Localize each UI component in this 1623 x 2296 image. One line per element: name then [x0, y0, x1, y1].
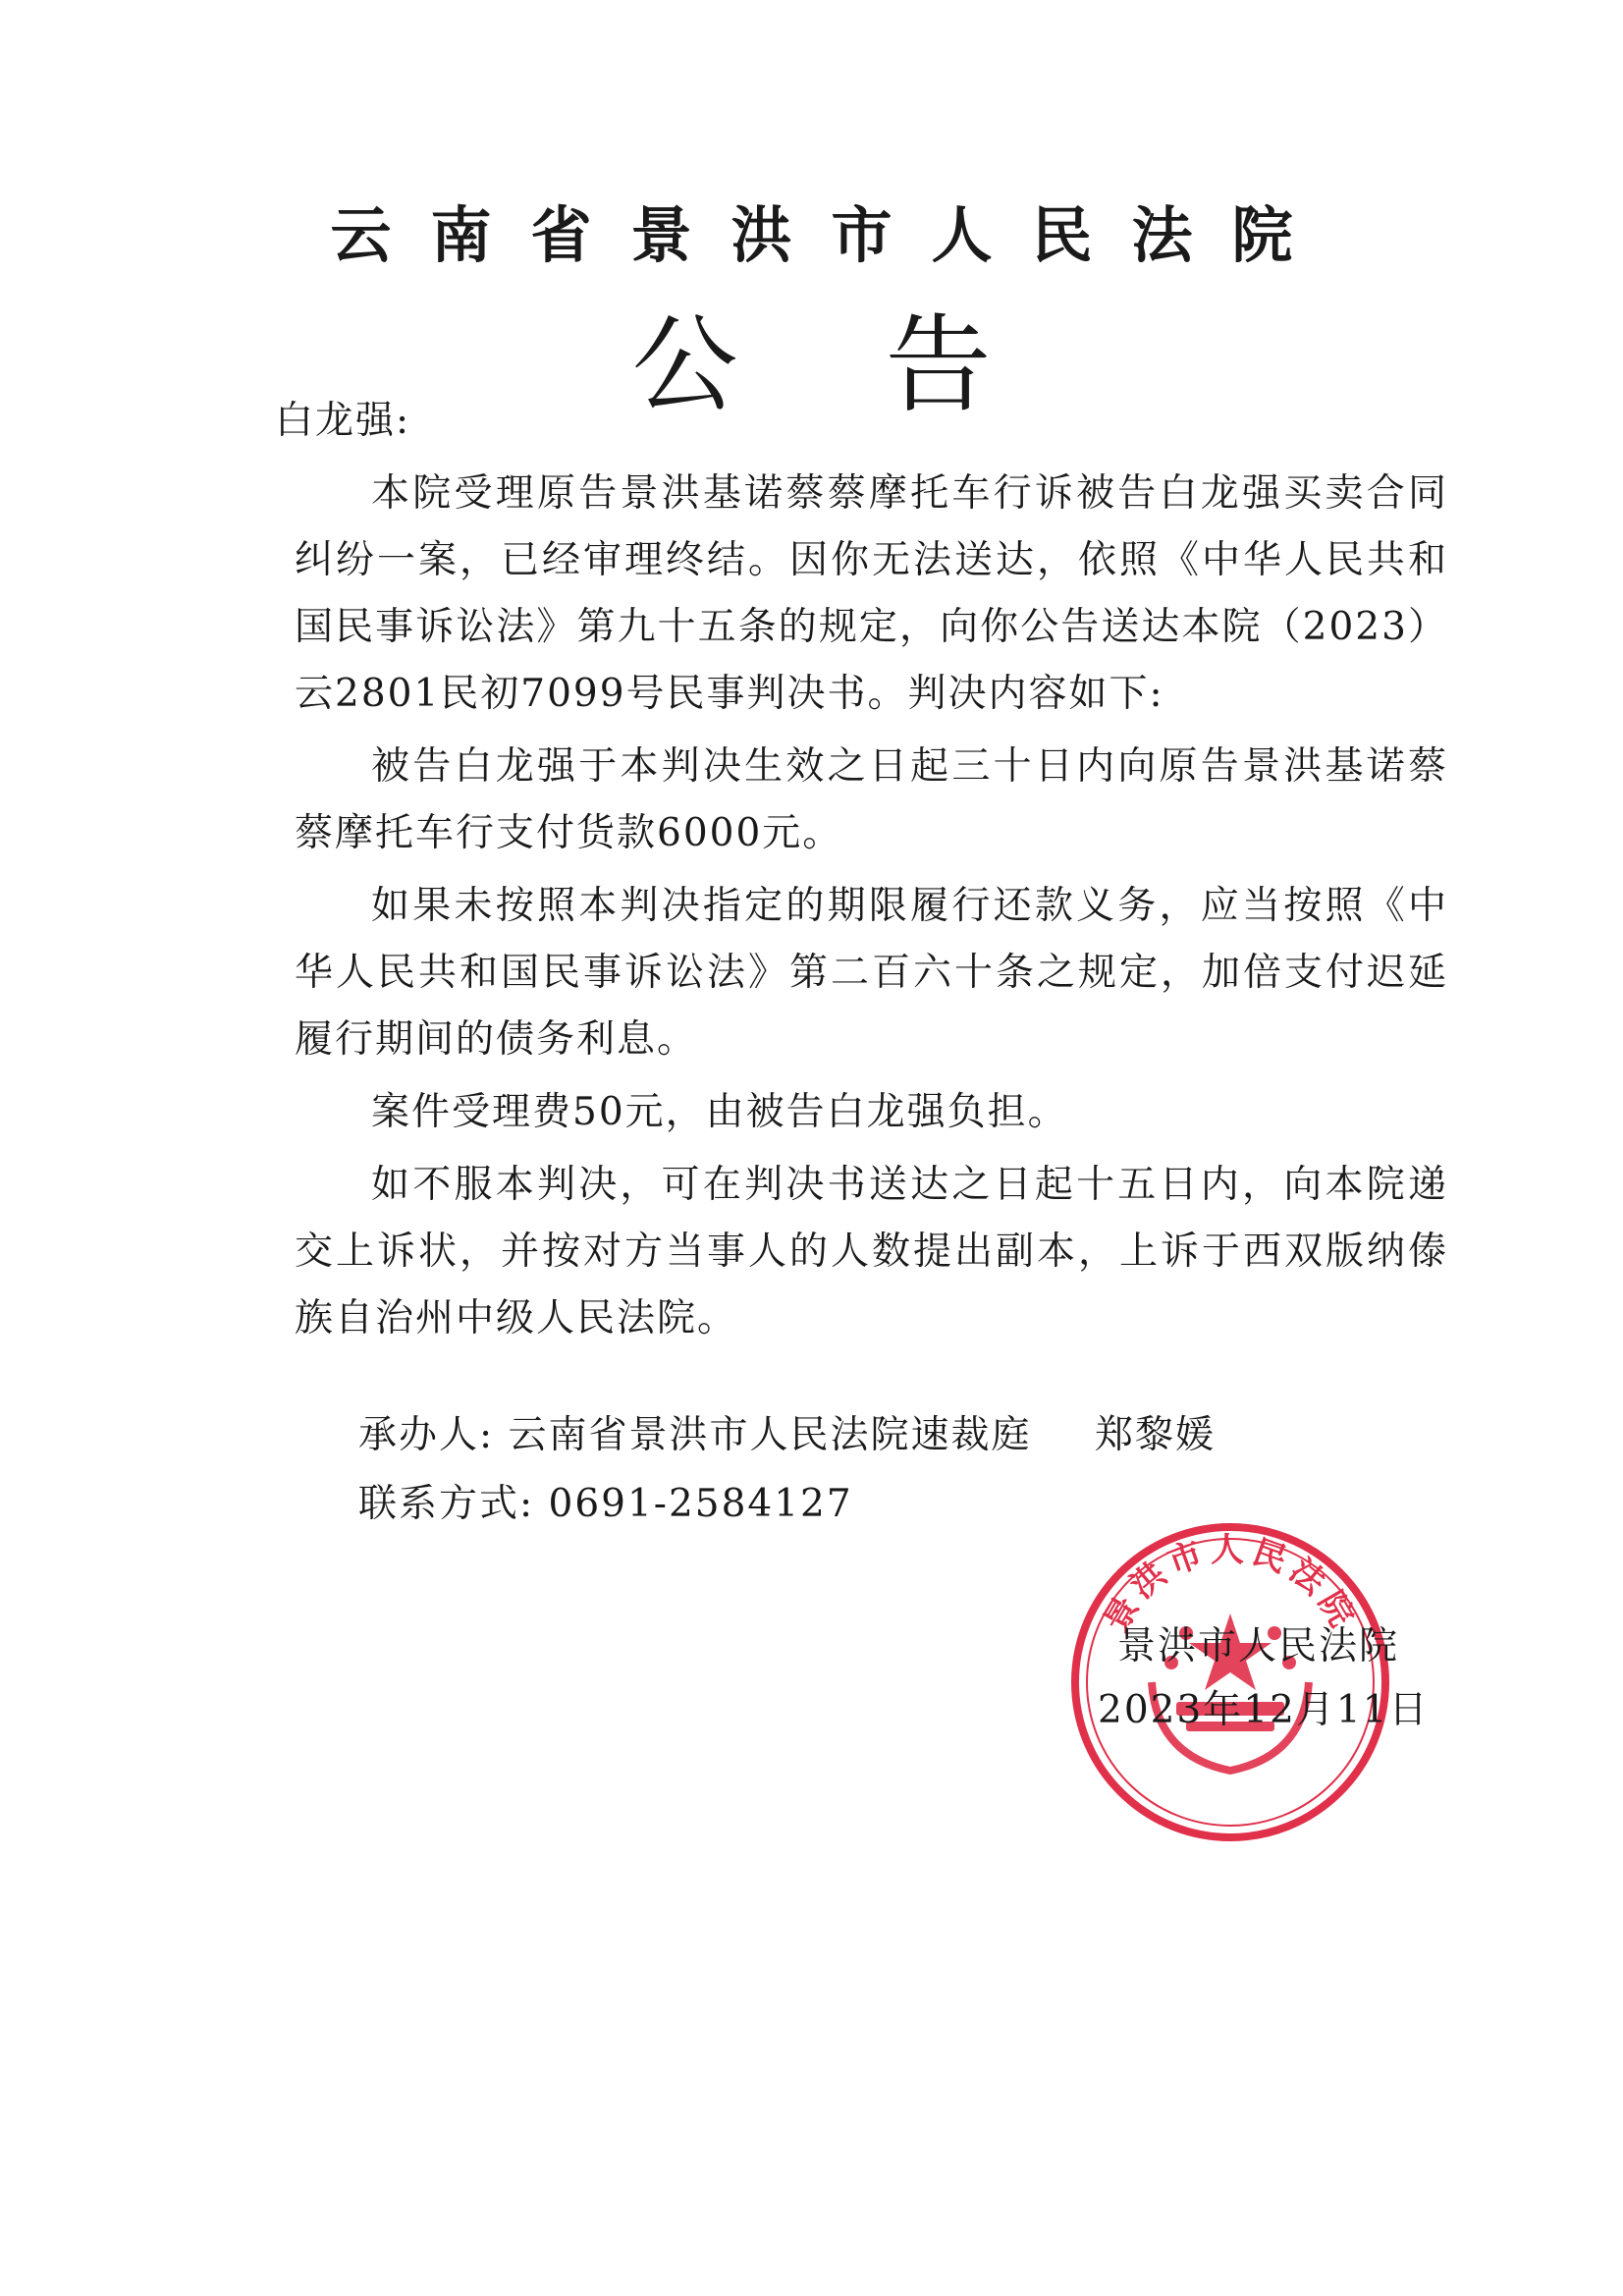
signature-court: 景洪市人民法院 — [1117, 1624, 1400, 1668]
handler-name: 郑黎媛 — [1094, 1413, 1216, 1457]
handler-line — [358, 1404, 1216, 1459]
paragraph-appeal: 如不服本判决，可在判决书送达之日起十五日内，向本院递交上诉状，并按对方当事人的人数提出副本，上诉于西双版纳傣族自治州中级人民法院。 — [295, 1163, 1448, 1340]
phone-number: 0691-2584127 — [548, 1482, 853, 1526]
paragraph-judgment: 被告白龙强于本判决生效之日起三十日内向原告景洪基诺蔡蔡摩托车行支付货款6000元。 — [295, 744, 1448, 855]
handler-label: 承办人: — [358, 1413, 495, 1457]
handler-department: 云南省景洪市人民法院速裁庭 — [508, 1413, 1032, 1457]
notice-body — [275, 388, 1448, 1358]
seal-text: 景洪市人民法院 — [1096, 1530, 1365, 1639]
court-name-heading: 云南省景洪市人民法院 — [330, 199, 1332, 271]
paragraph-late-interest: 如果未按照本判决指定的期限履行还款义务，应当按照《中华人民共和国民事诉讼法》第二百六十条之规定，加倍支付迟延履行期间的债务利息。 — [295, 884, 1448, 1062]
notice-title: 公告 — [631, 304, 1139, 427]
signature-date: 2023年12月11日 — [1098, 1688, 1430, 1732]
paragraph-court-fee: 案件受理费50元，由被告白龙强负担。 — [371, 1090, 1068, 1134]
phone-line — [358, 1473, 853, 1528]
addressee: 白龙强: — [275, 399, 411, 443]
paragraph-case-intro: 本院受理原告景洪基诺蔡蔡摩托车行诉被告白龙强买卖合同纠纷一案，已经审理终结。因你无法送达，依照《中华人民共和国民事诉讼法》第九十五条的规定，向你公告送达本院（2023）云2801民初7099号民事判决书。判决内容如下: — [295, 471, 1448, 716]
phone-label: 联系方式: — [358, 1482, 535, 1526]
